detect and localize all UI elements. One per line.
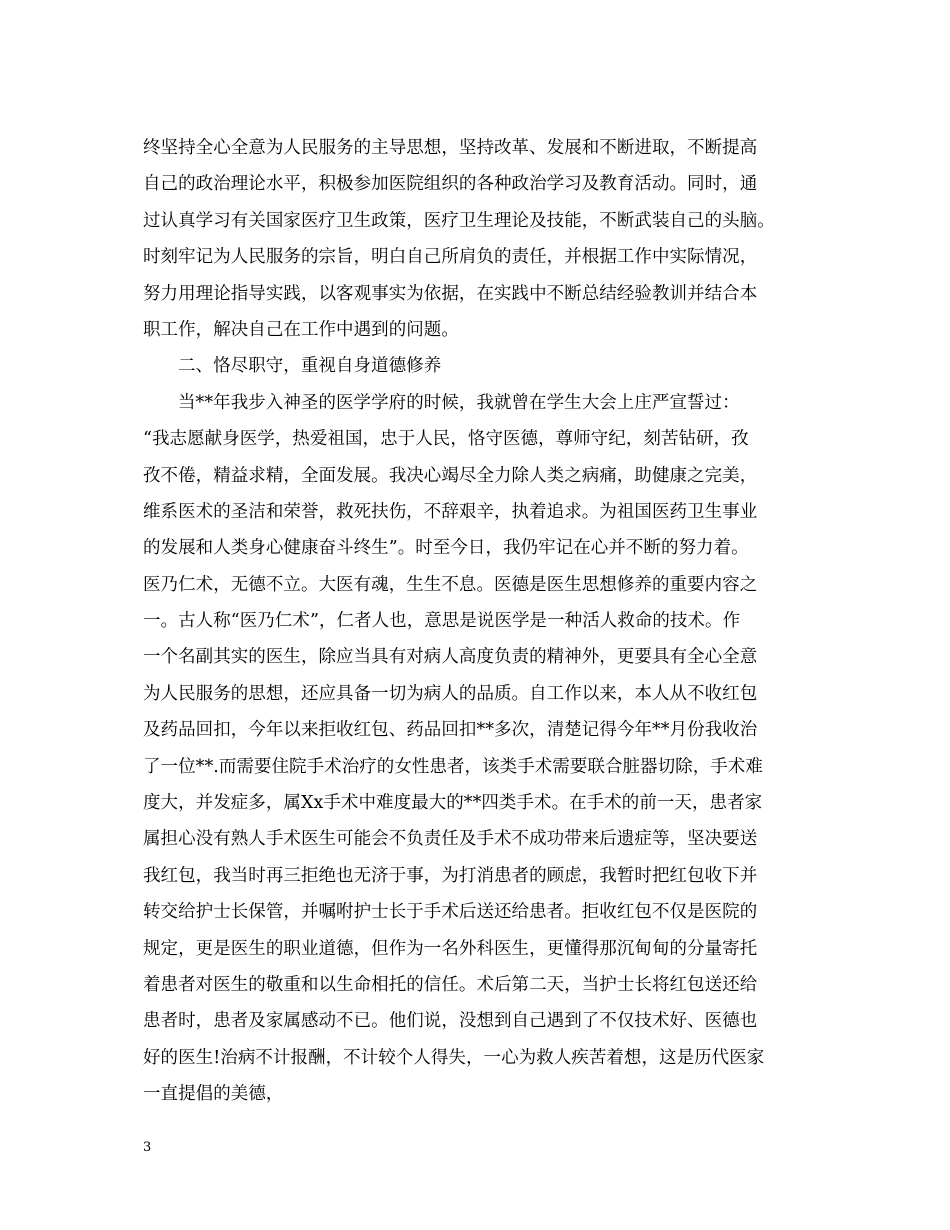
- text-line: 的发展和人类身心健康奋斗终生”。时至今日，我仍牢记在心并不断的努力着。: [143, 538, 749, 559]
- section-heading: 二、恪尽职守，重视自身道德修养: [178, 356, 442, 377]
- text-line: 自己的政治理论水平，积极参加医院组织的各种政治学习及教育活动。同时，通: [143, 174, 758, 195]
- text-line: “我志愿献身医学，热爱祖国，忠于人民，恪守医德，尊师守纪，刻苦钻研，孜: [143, 429, 749, 450]
- text-line: 医乃仁术，无德不立。大医有魂，生生不息。医德是医生思想修养的重要内容之: [143, 574, 758, 595]
- text-line: 维系医术的圣洁和荣誉，救死扶伤，不辞艰辛，执着追求。为祖国医药卫生事业: [143, 501, 758, 522]
- text-line: 好的医生!治病不计报酬，不计较个人得失，一心为救人疾苦着想，这是历代医家: [143, 1047, 765, 1068]
- text-line: 度大，并发症多，属Xx手术中难度最大的**四类手术。在手术的前一天，患者家: [143, 793, 763, 814]
- text-line: 规定，更是医生的职业道德，但作为一名外科医生，更懂得那沉甸甸的分量寄托: [143, 938, 758, 959]
- text-line: 孜不倦，精益求精，全面发展。我决心竭尽全力除人类之病痛，助健康之完美，: [143, 465, 758, 486]
- text-line: 一。古人称“医乃仁术”，仁者人也，意思是说医学是一种活人救命的技术。作: [143, 611, 741, 632]
- text-line: 转交给护士长保管，并嘱咐护士长于手术后送还给患者。拒收红包不仅是医院的: [143, 902, 758, 923]
- text-line: 着患者对医生的敬重和以生命相托的信任。术后第二天，当护士长将红包送还给: [143, 974, 758, 995]
- text-line: 为人民服务的思想，还应具备一切为病人的品质。自工作以来，本人从不收红包: [143, 683, 758, 704]
- document-body: [143, 130, 813, 1113]
- page-number: 3: [143, 1140, 152, 1155]
- text-line: 当**年我步入神圣的医学学府的时候，我就曾在学生大会上庄严宣誓过：: [178, 392, 740, 413]
- text-line: 了一位**.而需要住院手术治疗的女性患者，该类手术需要联合脏器切除，手术难: [143, 756, 763, 777]
- text-line: 职工作，解决自己在工作中遇到的问题。: [143, 319, 459, 340]
- text-line: 时刻牢记为人民服务的宗旨，明白自己所肩负的责任，并根据工作中实际情况，: [143, 247, 758, 268]
- text-line: 及药品回扣，今年以来拒收红包、药品回扣**多次，清楚记得今年**月份我收治: [143, 720, 758, 741]
- text-line: 终坚持全心全意为人民服务的主导思想，坚持改革、发展和不断进取，不断提高: [143, 138, 758, 158]
- text-line: 患者时，患者及家属感动不已。他们说，没想到自己遇到了不仅技术好、医德也: [143, 1011, 758, 1032]
- text-line: 过认真学习有关国家医疗卫生政策，医疗卫生理论及技能，不断武装自己的头脑。: [143, 210, 775, 231]
- text-line: 一个名副其实的医生，除应当具有对病人高度负责的精神外，更要具有全心全意: [143, 647, 758, 668]
- text-line: 我红包，我当时再三拒绝也无济于事，为打消患者的顾虑，我暂时把红包收下并: [143, 865, 758, 886]
- text-line: 一直提倡的美德，: [143, 1084, 284, 1105]
- text-line: 努力用理论指导实践，以客观事实为依据，在实践中不断总结经验教训并结合本: [143, 283, 758, 304]
- text-line: 属担心没有熟人手术医生可能会不负责任及手术不成功带来后遗症等，坚决要送: [143, 829, 758, 850]
